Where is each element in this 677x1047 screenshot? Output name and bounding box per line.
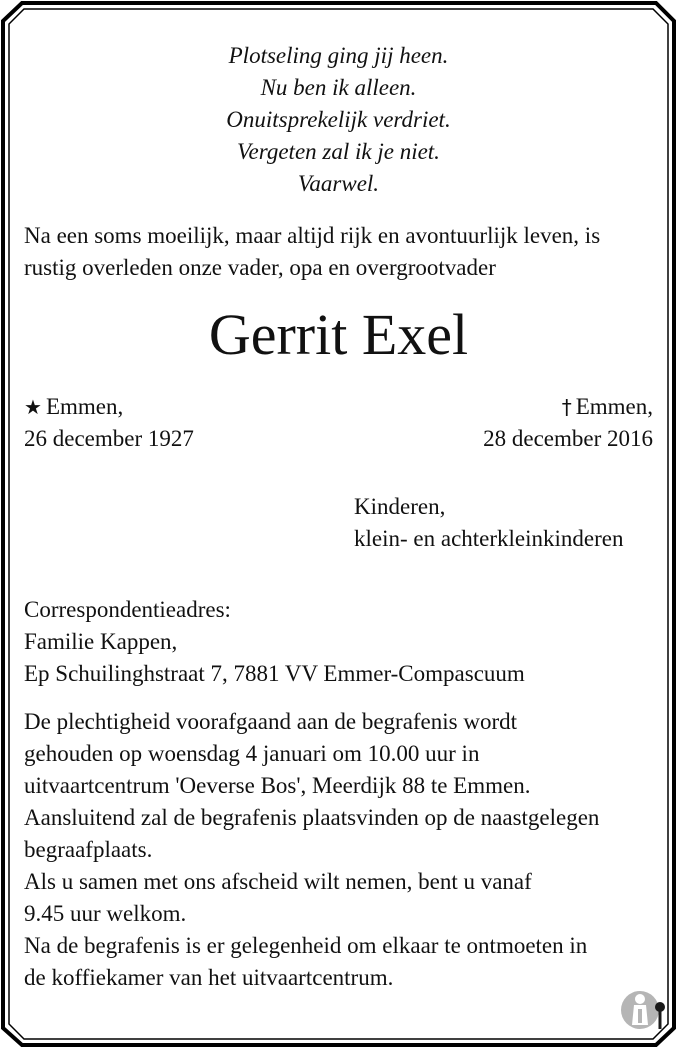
poem — [0, 40, 677, 200]
memorial-logo-icon — [620, 985, 668, 1035]
intro-text — [24, 220, 600, 284]
ceremony-line: gehouden op woensdag 4 januari om 10.00 uur in — [24, 741, 480, 766]
ceremony-line: De plechtigheid voorafgaand aan de begrafenis wordt — [24, 709, 518, 734]
ceremony-line: uitvaartcentrum 'Oeverse Bos', Meerdijk 88 te Emmen. — [24, 773, 531, 798]
death-info — [483, 391, 653, 455]
poem-line: Onuitsprekelijk verdriet. — [226, 107, 451, 132]
intro-line: Na een soms moeilijk, maar altijd rijk en avontuurlijk leven, is — [24, 223, 601, 248]
poem-line: Plotseling ging jij heen. — [228, 43, 449, 68]
death-place: Emmen, — [575, 394, 653, 419]
ceremony-line: Aansluitend zal de begrafenis plaatsvinden op de naastgelegen — [24, 805, 600, 830]
ceremony-line: 9.45 uur welkom. — [24, 901, 187, 926]
signed-line: Kinderen, — [354, 494, 446, 519]
address-line: Ep Schuilinghstraat 7, 7881 VV Emmer-Compascuum — [24, 661, 525, 686]
ceremony-line: Als u samen met ons afscheid wilt nemen, bent u vanaf — [24, 869, 532, 894]
correspondence-address — [24, 594, 525, 690]
star-icon: ★ — [24, 395, 42, 419]
ceremony-line: Na de begrafenis is er gelegenheid om elkaar te ontmoeten in — [24, 933, 588, 958]
birth-info — [24, 391, 194, 455]
death-date: 28 december 2016 — [483, 426, 653, 451]
address-line: Familie Kappen, — [24, 629, 178, 654]
poem-line: Vaarwel. — [297, 171, 380, 196]
birth-date: 26 december 1927 — [24, 426, 194, 451]
intro-line: rustig overleden onze vader, opa en overgrootvader — [24, 255, 496, 280]
ceremony-line: de koffiekamer van het uitvaartcentrum. — [24, 965, 394, 990]
poem-line: Nu ben ik alleen. — [260, 75, 417, 100]
address-line: Correspondentieadres: — [24, 597, 231, 622]
ceremony-details — [24, 706, 599, 994]
ceremony-line: begraafplaats. — [24, 837, 153, 862]
signed-line: klein- en achterkleinkinderen — [354, 526, 624, 551]
signed-by — [354, 491, 624, 555]
cross-icon: † — [561, 395, 572, 419]
deceased-name: Gerrit Exel — [208, 302, 469, 367]
birth-place: Emmen, — [45, 394, 124, 419]
poem-line: Vergeten zal ik je niet. — [237, 139, 440, 164]
